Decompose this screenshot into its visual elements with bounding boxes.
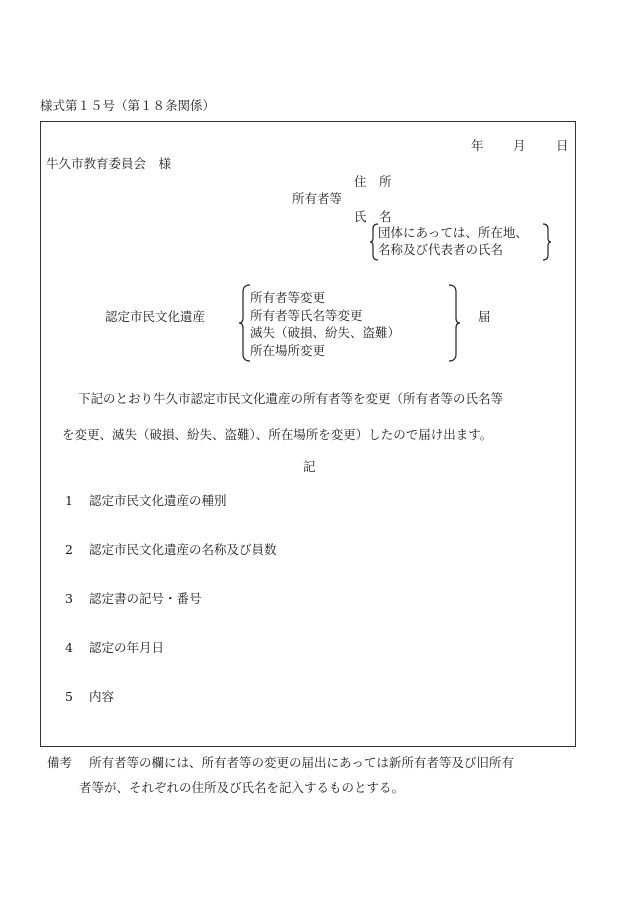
- name-label: 氏 名: [354, 209, 392, 224]
- item-number: 1: [65, 493, 73, 508]
- title-option: 所有者等変更: [250, 290, 326, 305]
- remarks-line1: 所有者等の欄には、所有者等の変更の届出にあっては新所有者等及び旧所有: [89, 755, 514, 770]
- title-option: 所在場所変更: [250, 343, 326, 358]
- title-right-bracket: [448, 284, 460, 362]
- date-year-label: 年: [471, 138, 484, 153]
- body-line1: 下記のとおり牛久市認定市民文化遺産の所有者等を変更（所有者等の氏名等: [78, 391, 504, 406]
- form-number: 様式第１５号（第１８条関係）: [40, 98, 216, 113]
- item-label: 認定市民文化遺産の種別: [89, 493, 227, 508]
- item-label: 認定書の記号・番号: [89, 591, 202, 606]
- item-label: 認定の年月日: [89, 640, 165, 655]
- remarks-line2: 者等が、それぞれの住所及び氏名を記入するものとする。: [79, 780, 405, 795]
- date-day-label: 日: [556, 138, 569, 153]
- ki-heading: 記: [303, 459, 316, 474]
- remarks-label: 備考: [47, 755, 73, 770]
- item-number: 3: [65, 591, 73, 606]
- item-label: 内容: [89, 689, 115, 704]
- date-month-label: 月: [513, 138, 526, 153]
- owner-role-label: 所有者等: [292, 191, 343, 206]
- group-note-line2: 名称及び代表者の氏名: [378, 242, 504, 257]
- title-suffix: 届: [478, 309, 491, 324]
- addressee: 牛久市教育委員会 様: [46, 156, 172, 171]
- note-right-bracket: [542, 223, 552, 261]
- item-label: 認定市民文化遺産の名称及び員数: [89, 542, 277, 557]
- title-option: 滅失（破損、紛失、盗難）: [250, 325, 401, 340]
- title-option: 所有者等氏名等変更: [250, 308, 363, 323]
- item-number: 2: [65, 542, 73, 557]
- title-prefix: 認定市民文化遺産: [105, 309, 206, 324]
- address-label: 住 所: [354, 174, 392, 189]
- item-number: 5: [65, 689, 73, 704]
- body-line2: を変更、滅失（破損、紛失、盗難）、所在場所を変更）したので届け出ます。: [62, 427, 493, 442]
- group-note-line1: 団体にあっては、所在地、: [378, 225, 528, 240]
- item-number: 4: [65, 640, 73, 655]
